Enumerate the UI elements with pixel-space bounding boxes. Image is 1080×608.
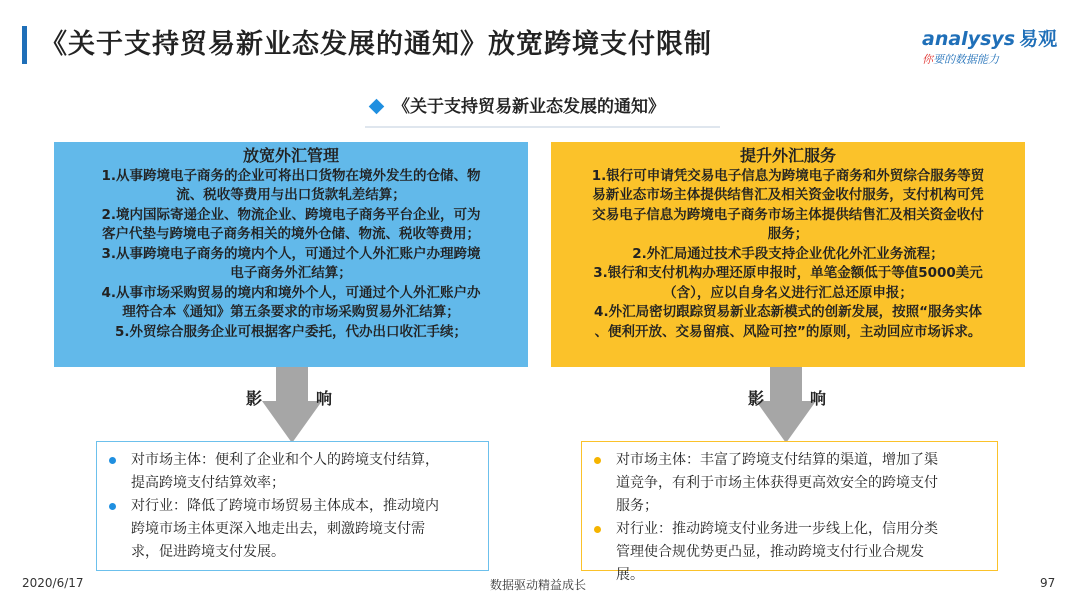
impact-card-left xyxy=(96,441,489,571)
box-line: 1.银行可申请凭交易电子信息为跨境电子商务和外贸综合服务等贸 xyxy=(591,167,985,184)
diamond-bullet-icon xyxy=(369,99,385,115)
footer-slogan: 数据驱动精益成长 xyxy=(490,578,587,592)
box-line: 电子商务外汇结算； xyxy=(230,265,352,281)
box-line: 2.境内国际寄递企业、物流企业、跨境电子商务平台企业，可为 xyxy=(101,206,481,223)
improve-forex-heading: 提升外汇服务 xyxy=(739,146,836,165)
box-line: 流、税收等费用与出口货款轧差结算； xyxy=(176,187,406,203)
subtitle-block xyxy=(365,92,720,128)
box-line: 交易电子信息为跨境电子商务市场主体提供结售汇及相关资金收付 xyxy=(592,206,984,223)
logo-wordmark: analysys 易观 xyxy=(922,28,1058,50)
impact-label-left-1: 影 xyxy=(246,389,263,408)
bullet-dot-icon xyxy=(594,457,601,464)
list-item: 对市场主体：丰富了跨境支付结算的渠道，增加了渠 道竞争，有利于市场主体获得更高效安全的跨境支付 服务； xyxy=(582,449,997,518)
bullet-dot-icon xyxy=(109,503,116,510)
list-item: 对行业：推动跨境支付业务进一步线上化，信用分类 管理使合规优势更凸显，推动跨境支付行业合规发 展。 xyxy=(582,518,997,587)
bullet-dot-icon xyxy=(109,457,116,464)
subtitle-underline xyxy=(365,126,720,128)
down-arrow-icon xyxy=(756,367,816,443)
relax-forex-box xyxy=(54,142,528,367)
box-line: 3.银行和支付机构办理还原申报时，单笔金额低于等值5000美元 xyxy=(593,265,983,281)
box-line: 4.从事市场采购贸易的境内和境外个人，可通过个人外汇账户办 xyxy=(101,284,481,301)
box-line: 客户代垫与跨境电子商务相关的境外仓储、物流、税收等费用； xyxy=(102,226,480,242)
impact-label-left-2: 响 xyxy=(316,389,333,408)
box-line: 服务； xyxy=(767,226,809,242)
box-line: 1.从事跨境电子商务的企业可将出口货物在境外发生的仓储、物 xyxy=(101,167,481,184)
impact-label-right-1: 影 xyxy=(748,389,765,408)
box-line: 易新业态市场主体提供结售汇及相关资金收付服务，支付机构可凭 xyxy=(592,187,984,203)
logo-slogan: 你要的数据能力 xyxy=(922,53,999,66)
footer-date: 2020/6/17 xyxy=(22,576,84,590)
title-accent-bar xyxy=(22,26,27,64)
box-line: 2.外汇局通过技术手段支持企业优化外汇业务流程； xyxy=(632,245,944,262)
box-line: 5.外贸综合服务企业可根据客户委托，代办出口收汇手续； xyxy=(114,323,468,340)
impact-card-right xyxy=(581,441,998,583)
impact-label-right-2: 响 xyxy=(810,389,827,408)
footer-page-number: 97 xyxy=(1040,576,1056,590)
analysys-logo xyxy=(922,24,1062,72)
relax-forex-heading: 放宽外汇管理 xyxy=(242,146,339,165)
box-line: （含），应以自身名义进行汇总还原申报； xyxy=(663,284,913,301)
box-line: 3.从事跨境电子商务的境内个人，可通过个人外汇账户办理跨境 xyxy=(101,245,481,262)
bullet-dot-icon xyxy=(594,526,601,533)
box-line: 、便利开放、交易留痕、风险可控”的原则，主动回应市场诉求。 xyxy=(594,323,982,340)
down-arrow-icon xyxy=(262,367,322,443)
list-item: 对行业：降低了跨境市场贸易主体成本，推动境内 跨境市场主体更深入地走出去，刺激跨境支付需 求，促进跨境支付发展。 xyxy=(97,495,488,564)
improve-forex-box xyxy=(551,142,1025,367)
list-item: 对市场主体：便利了企业和个人的跨境支付结算， 提高跨境支付结算效率； xyxy=(97,449,488,495)
box-line: 理符合本《通知》第五条要求的市场采购贸易外汇结算； xyxy=(122,304,460,320)
subtitle: 《关于支持贸易新业态发展的通知》 xyxy=(393,97,665,117)
page-title: 《关于支持贸易新业态发展的通知》放宽跨境支付限制 xyxy=(40,29,712,60)
box-line: 4.外汇局密切跟踪贸易新业态新模式的创新发展，按照“服务实体 xyxy=(594,304,982,320)
